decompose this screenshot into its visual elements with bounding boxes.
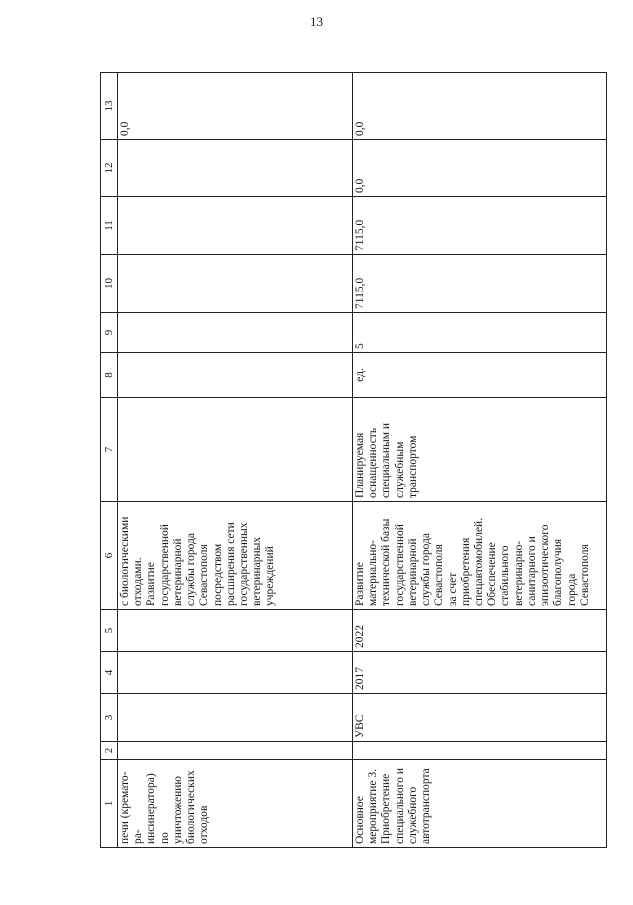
- table-cell: [118, 255, 353, 313]
- column-header: 12: [101, 140, 118, 197]
- table-cell: 7115,0: [353, 197, 607, 255]
- table-cell: [118, 398, 353, 502]
- table-cell: [118, 313, 353, 353]
- table-cell: Планируемая оснащенность специальным и служебным транспортом: [353, 398, 607, 502]
- table-row: [353, 73, 607, 848]
- page-number: 13: [310, 14, 323, 29]
- table-cell: Основное мероприятие 3. Приобретение специального и служебного автотранспорта: [353, 760, 607, 848]
- column-header: 8: [101, 353, 118, 398]
- table-cell: УВС: [353, 694, 607, 742]
- table-cell: 2022: [353, 610, 607, 652]
- table-cell: [118, 742, 353, 760]
- column-header: 13: [101, 73, 118, 140]
- table-cell: [118, 197, 353, 255]
- table-cell: 7115,0: [353, 255, 607, 313]
- table-cell: Развитие материально- технической базы государственной ветеринарной службы города Севастополя за счет приобретения спецавтомобилей. Обеспечение стабильного ветеринарно- санитарного и эпизоотического благополучия города Севастополя: [353, 502, 607, 610]
- column-header: 6: [101, 502, 118, 610]
- table-cell: [118, 652, 353, 694]
- table-cell: [118, 353, 353, 398]
- header-row: [101, 73, 118, 848]
- table-cell: [118, 140, 353, 197]
- column-header: 7: [101, 398, 118, 502]
- column-header: 2: [101, 742, 118, 760]
- column-header: 5: [101, 610, 118, 652]
- table-cell: [353, 742, 607, 760]
- column-header: 9: [101, 313, 118, 353]
- table-cell: 2017: [353, 652, 607, 694]
- table-cell: 0,0: [353, 73, 607, 140]
- table-cell: [118, 610, 353, 652]
- column-header: 4: [101, 652, 118, 694]
- column-header: 1: [101, 760, 118, 848]
- table-cell: 5: [353, 313, 607, 353]
- program-table: [100, 72, 607, 848]
- table-cell: 0,0: [353, 140, 607, 197]
- table-cell: ед.: [353, 353, 607, 398]
- table-cell: [118, 694, 353, 742]
- column-header: 10: [101, 255, 118, 313]
- rotated-table-container: [100, 73, 607, 848]
- column-header: 11: [101, 197, 118, 255]
- table-cell: печи (кремато- ра- инсинератора) по уничтожению биологических отходов: [118, 760, 353, 848]
- table-row: [118, 73, 353, 848]
- table-cell: с биологическими отходами. Развитие государственной ветеринарной службы города Севастополя посредством расширения сети государственных ветеринарных учреждений: [118, 502, 353, 610]
- column-header: 3: [101, 694, 118, 742]
- table-cell: 0,0: [118, 73, 353, 140]
